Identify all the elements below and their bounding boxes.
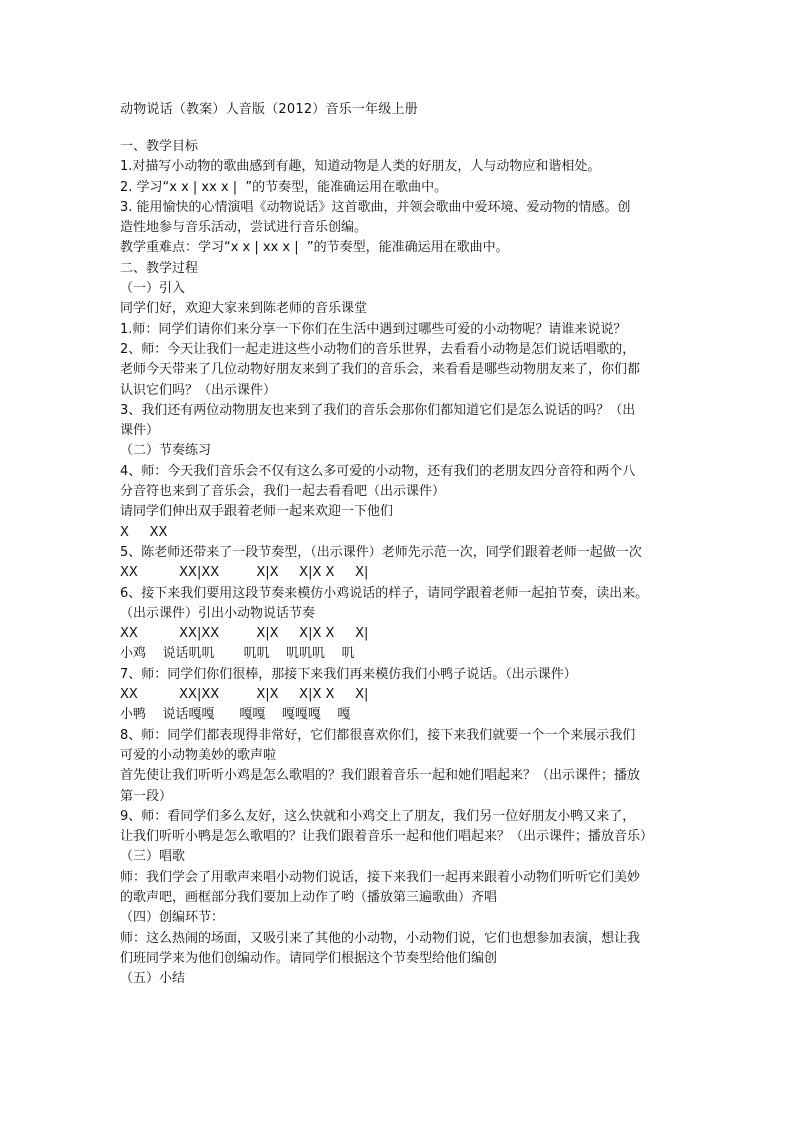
paragraph-line: 老师今天带来了几位动物好朋友来到了我们的音乐会，来看看是哪些动物朋友来了，你们都	[120, 362, 641, 378]
paragraph-line: 5、陈老师还带来了一段节奏型，（出示课件）老师先示范一次，同学们跟着老师一起做一次	[120, 544, 642, 560]
paragraph-line: 可爱的小动物美妙的歌声啦	[120, 747, 277, 763]
subheading-creation: （四）创编环节：	[120, 910, 225, 926]
paragraph-line: 8、师：同学们都表现得非常好，它们都很喜欢你们，接下来我们就要一个一个来展示我们	[120, 727, 636, 743]
rhythm-lyrics: 小鸭 说话嘎嘎 嘎嘎 嘎嘎嘎 嘎	[120, 707, 351, 723]
rhythm-notation: XX XX|XX X|X X|X X X|	[120, 687, 369, 703]
rhythm-notation: XX XX|XX X|X X|X X X|	[120, 626, 369, 642]
section-heading-objectives: 一、教学目标	[120, 139, 199, 154]
document-body	[120, 137, 690, 989]
paragraph-line: 请同学们伸出双手跟着老师一起来欢迎一下他们	[120, 504, 394, 520]
paragraph-line: 同学们好，欢迎大家来到陈老师的音乐课堂	[120, 301, 368, 317]
paragraph-line: （出示课件）引出小动物说话节奏	[120, 605, 316, 621]
paragraph-line: 师：这么热闹的场面，又吸引来了其他的小动物，小动物们说，它们也想参加表演，想让我	[120, 930, 641, 946]
paragraph-line: 7、师：同学们你们很棒，那接下来我们再来模仿我们小鸭子说话。（出示课件）	[120, 666, 577, 682]
key-points: 教学重难点：学习“x x | xx x | ”的节奏型，能准确运用在歌曲中。	[120, 240, 509, 256]
paragraph-line: 让我们听听小鸭是怎么歌唱的？让我们跟着音乐一起和他们唱起来？（出示课件；播放音乐）	[120, 829, 654, 845]
subheading-rhythm: （二）节奏练习	[120, 443, 212, 459]
paragraph-line: 课件）	[120, 423, 160, 439]
section-heading-process: 二、教学过程	[120, 260, 199, 276]
paragraph-line: 分音符也来到了音乐会，我们一起去看看吧（出示课件）	[120, 484, 446, 500]
rhythm-lyrics: 小鸡 说话叽叽 叽叽 叽叽叽 叽	[120, 646, 355, 662]
objective-2: 2. 学习“x x | xx x | ”的节奏型，能准确运用在歌曲中。	[120, 179, 448, 195]
paragraph-line: 首先使让我们听听小鸡是怎么歌唱的？我们跟着音乐一起和她们唱起来？（出示课件；播放	[120, 768, 641, 784]
document-title: 动物说话（教案）人音版（2012）音乐一年级上册	[120, 102, 418, 117]
subheading-intro: （一）引入	[120, 281, 186, 297]
paragraph-line: 2、师：今天让我们一起走进这些小动物们的音乐世界，去看看小动物是怎们说话唱歌的，	[120, 341, 636, 357]
objective-1: 1.对描写小动物的歌曲感到有趣，知道动物是人类的好朋友，人与动物应和谐相处。	[120, 159, 601, 175]
subheading-summary: （五）小结	[120, 971, 186, 987]
paragraph-line: 认识它们吗？（出示课件）	[120, 382, 277, 398]
paragraph-line: 们班同学来为他们创编动作。请同学们根据这个节奏型给他们编创	[120, 950, 498, 966]
objective-3: 3. 能用愉快的心情演唱《动物说话》这首歌曲，并领会歌曲中爱环境、爱动物的情感。创	[120, 199, 631, 215]
paragraph-line: 9、师：看同学们多么友好，这么快就和小鸡交上了朋友，我们另一位好朋友小鸭又来了，	[120, 808, 636, 824]
paragraph-line: 1.师：同学们请你们来分享一下你们在生活中遇到过哪些可爱的小动物呢？请谁来说说？	[120, 321, 627, 337]
paragraph-line: 4、师：今天我们音乐会不仅有这么多可爱的小动物，还有我们的老朋友四分音符和两个八	[120, 463, 636, 479]
paragraph-line: 6、接下来我们要用这段节奏来模仿小鸡说话的样子，请同学跟着老师一起拍节奏，读出来。	[120, 585, 649, 601]
objective-3-cont: 造性地参与音乐活动，尝试进行音乐创编。	[120, 220, 368, 236]
paragraph-line: 第一段）	[120, 788, 173, 804]
rhythm-notation: X XX	[120, 524, 168, 540]
subheading-singing: （三）唱歌	[120, 849, 186, 865]
paragraph-line: 3、我们还有两位动物朋友也来到了我们的音乐会那你们都知道它们是怎么说话的吗？（出	[120, 402, 636, 418]
paragraph-line: 师：我们学会了用歌声来唱小动物们说话，接下来我们一起再来跟着小动物们听听它们美妙	[120, 869, 641, 885]
paragraph-line: 的歌声吧，画框部分我们要加上动作了哟（播放第三遍歌曲）齐唱	[120, 889, 498, 905]
rhythm-notation: XX XX|XX X|X X|X X X|	[120, 565, 369, 581]
